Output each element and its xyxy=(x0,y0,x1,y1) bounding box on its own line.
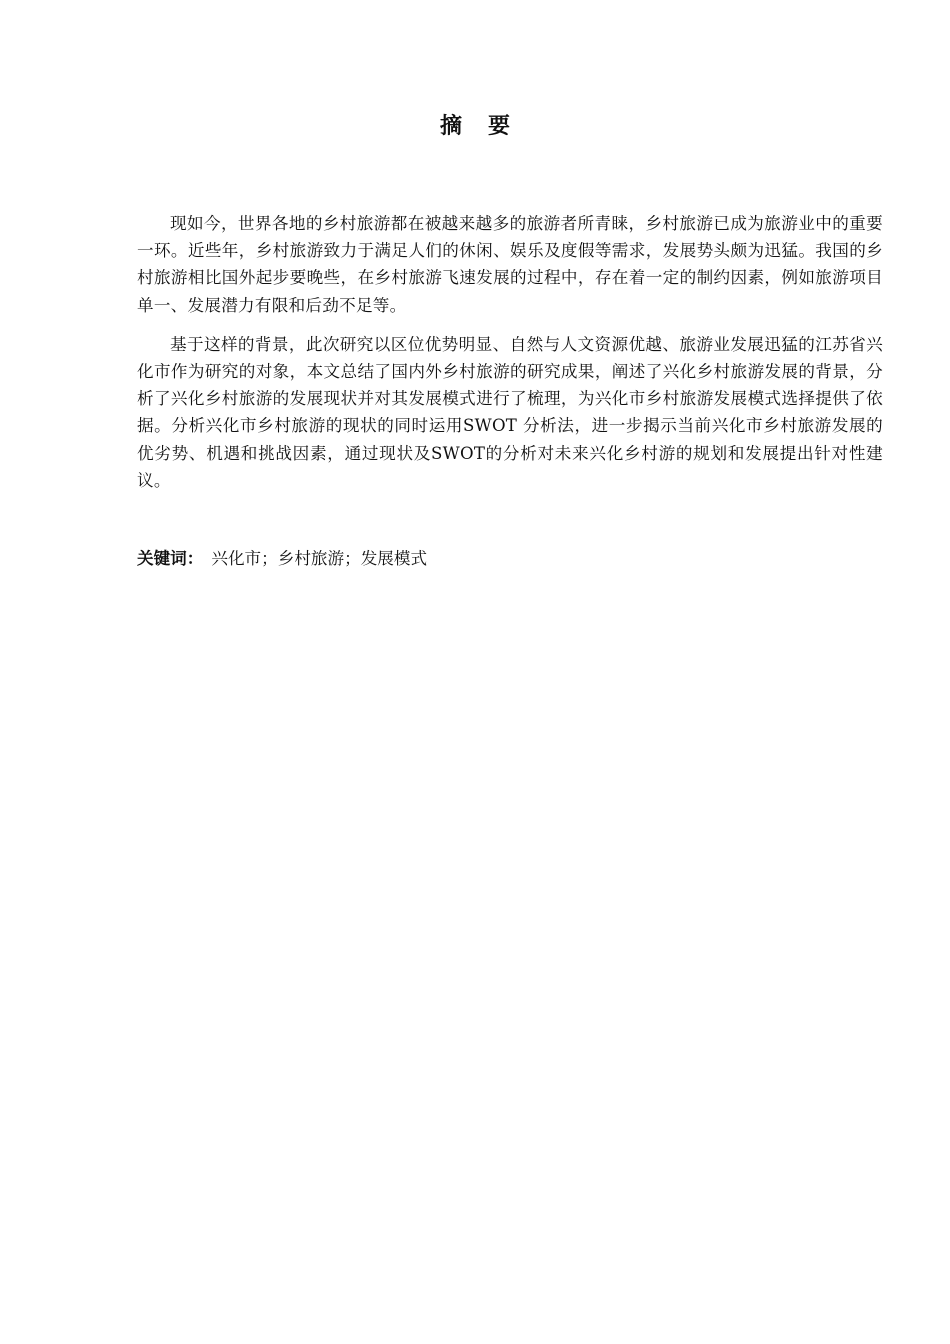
abstract-paragraph-2: 基于这样的背景，此次研究以区位优势明显、自然与人文资源优越、旅游业发展迅猛的江苏省兴化市作为研究的对象，本文总结了国内外乡村旅游的研究成果，阐述了兴化乡村旅游发展的背景，分析了兴化乡村旅游的发展现状并对其发展模式进行了梳理，为兴化市乡村旅游发展模式选择提供了依据。分析兴化市乡村旅游的现状的同时运用SWOT 分析法，进一步揭示当前兴化市乡村旅游发展的优劣势、机遇和挑战因素，通过现状及SWOT的分析对未来兴化乡村游的规划和发展提出针对性建议。 xyxy=(137,334,883,490)
keywords-line xyxy=(137,545,427,572)
abstract-paragraph-1: 现如今，世界各地的乡村旅游都在被越来越多的旅游者所青睐，乡村旅游已成为旅游业中的重要一环。近些年，乡村旅游致力于满足人们的休闲、娱乐及度假等需求，发展势头颇为迅猛。我国的乡村旅游相比国外起步要晚些，在乡村旅游飞速发展的过程中，存在着一定的制约因素，例如旅游项目单一、发展潜力有限和后劲不足等。 xyxy=(137,214,883,315)
abstract-body xyxy=(137,210,883,506)
keywords-label: 关键词： xyxy=(137,549,204,568)
abstract-title: 摘要 xyxy=(439,114,536,139)
keywords-text: 兴化市；乡村旅游；发展模式 xyxy=(211,549,428,568)
